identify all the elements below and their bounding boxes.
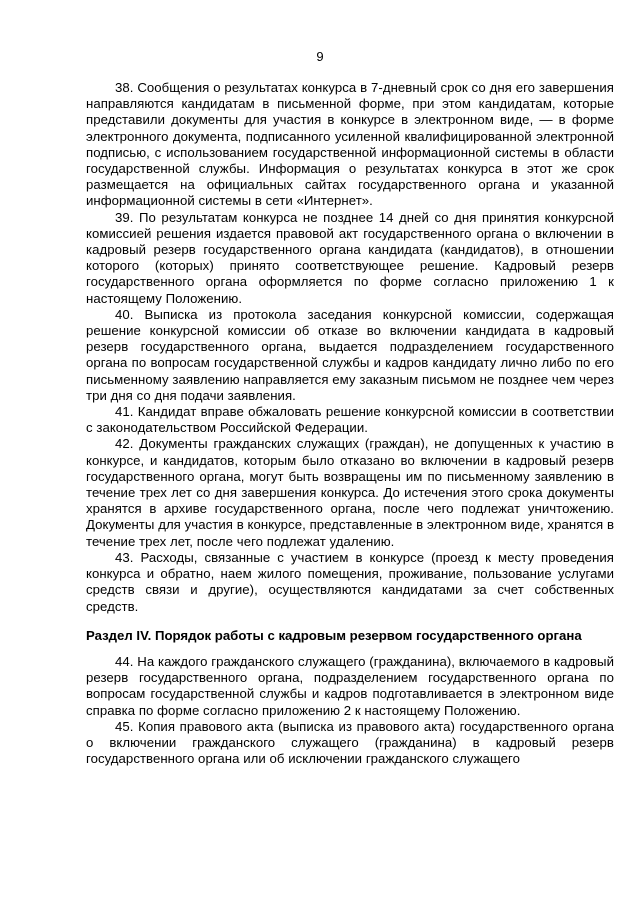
document-body xyxy=(86,80,614,767)
paragraph-41: 41. Кандидат вправе обжаловать решение конкурсной комиссии в соответствии с законодательством Российской Федерации. xyxy=(86,404,614,436)
paragraph-42: 42. Документы гражданских служащих (граждан), не допущенных к участию в конкурсе, и кандидатов, которым было отказано во включении в кадровый резерв государственного органа, могут быть возвращены им по письменному заявлению в течение трех лет со дня завершения конкурса. До истечения этого срока документы хранятся в архиве государственного органа, после чего подлежат уничтожению. Документы для участия в конкурсе, представленные в электронном виде, хранятся в течение трех лет, после чего подлежат удалению. xyxy=(86,436,614,549)
paragraph-44: 44. На каждого гражданского служащего (гражданина), включаемого в кадровый резерв государственного органа, подразделением государственного органа по вопросам государственной службы и кадров подготавливается в электронном виде справка по форме согласно приложению 2 к настоящему Положению. xyxy=(86,653,614,718)
paragraph-39: 39. По результатам конкурса не позднее 14 дней со дня принятия конкурсной комиссией решения издается правовой акт государственного органа о включении в кадровый резерв государственного органа кандидата (кандидатов), в отношении которого (которых) принято соответствующее решение. Кадровый резерв государственного органа оформляется по форме согласно приложению 1 к настоящему Положению. xyxy=(86,209,614,306)
paragraph-40: 40. Выписка из протокола заседания конкурсной комиссии, содержащая решение конкурсной комиссии об отказе во включении кандидата в кадровый резерв государственного органа, выдается подразделением государственного органа по вопросам государственной службы и кадров кандидату лично либо по его письменному заявлению направляется ему заказным письмом не позднее чем через три дня со дня подачи заявления. xyxy=(86,306,614,403)
paragraph-43: 43. Расходы, связанные с участием в конкурсе (проезд к месту проведения конкурса и обратно, наем жилого помещения, проживание, пользование услугами средств связи и другие), осуществляются кандидатами за счет собственных средств. xyxy=(86,549,614,614)
paragraph-45: 45. Копия правового акта (выписка из правового акта) государственного органа о включении гражданского служащего (гражданина) в кадровый резерв государственного органа или об исключении гражданского служащего xyxy=(86,718,614,767)
paragraph-38: 38. Сообщения о результатах конкурса в 7-дневный срок со дня его завершения направляются кандидатам в письменной форме, при этом кандидатам, которые представили документы для участия в конкурсе в электронном виде, — в форме электронного документа, подписанного усиленной квалифицированной электронной подписью, с использованием государственной информационной системы в области государственной службы. Информация о результатах конкурса в этот же срок размещается на официальных сайтах государственного органа и указанной информационной системы в сети «Интернет». xyxy=(86,80,614,209)
page-number: 9 xyxy=(316,49,324,64)
section-heading: Раздел IV. Порядок работы с кадровым резервом государственного органа xyxy=(86,627,582,643)
